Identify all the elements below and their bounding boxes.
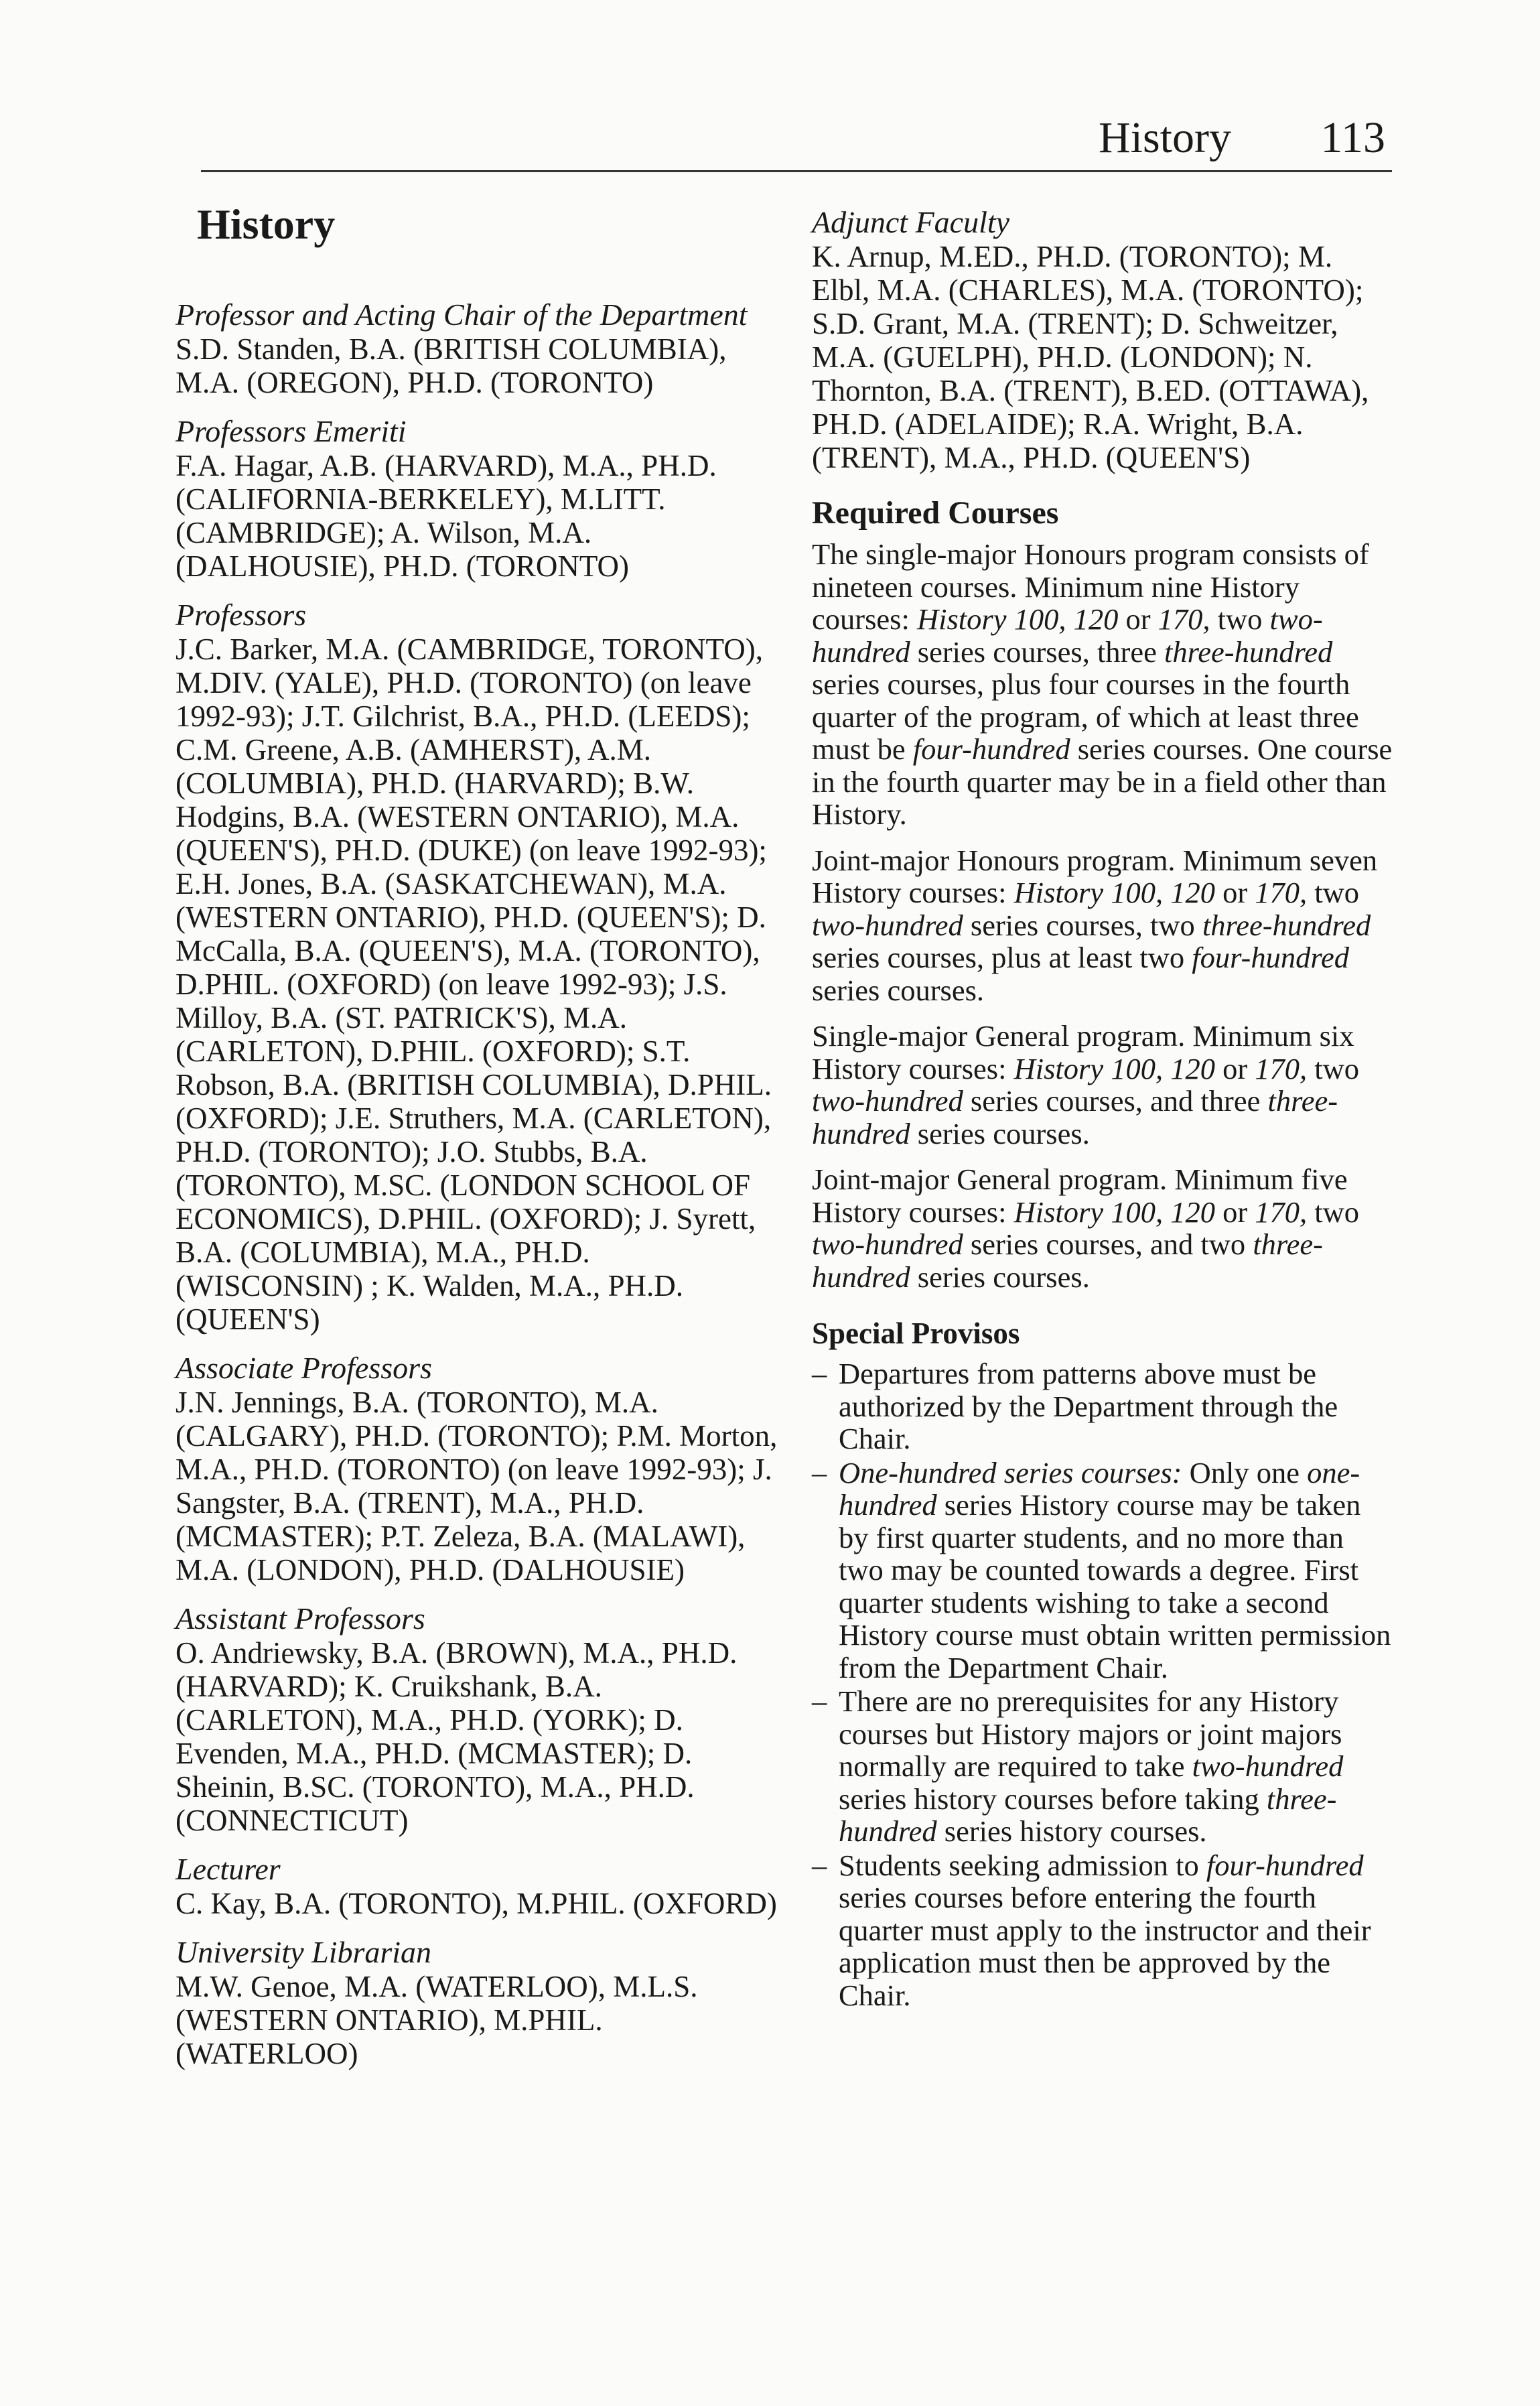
faculty-people: J.C. Barker, M.A. (CAMBRIDGE, TORONTO), M.DIV. (YALE), PH.D. (TORONTO) (on leave 1992-93); J.T. Gilchrist, B.A., PH.D. (LEEDS); C.M. Greene, A.B. (AMHERST), A.M. (COLUMBIA), PH.D. (HARVARD); B.W. Hodgins, B.A. (WESTERN ONTARIO), M.A. (QUEEN'S), PH.D. (DUKE) (on leave 1992-93); E.H. Jones, B.A. (SASKATCHEWAN), M.A. (WESTERN ONTARIO), PH.D. (QUEEN'S); D. McCalla, B.A. (QUEEN'S), M.A. (TORONTO), D.PHIL. (OXFORD) (on leave 1992-93); J.S. Milloy, B.A. (ST. PATRICK'S), M.A. (CARLETON), D.PHIL. (OXFORD); S.T. Robson, B.A. (BRITISH COLUMBIA), D.PHIL. (OXFORD); J.E. Struthers, M.A. (CARLETON), PH.D. (TORONTO); J.O. Stubbs, B.A. (TORONTO), M.SC. (LONDON SCHOOL OF ECONOMICS), D.PHIL. (OXFORD); J. Syrett, B.A. (COLUMBIA), M.A., PH.D. (WISCONSIN) ; K. Walden, M.A., PH.D. (QUEEN'S) xyxy=(176,632,772,1336)
provisos-list xyxy=(812,1357,1395,2011)
requirement-paragraph: Joint-major Honours program. Minimum seven History courses: History 100, 120 or 170, two two-hundred series courses, two three-hundred series courses, plus at least two four-hundred series courses. xyxy=(812,843,1378,1007)
running-head-section: History xyxy=(1099,113,1231,162)
adjunct-group xyxy=(812,205,1395,474)
faculty-role: University Librarian xyxy=(176,1935,432,1969)
faculty-role: Lecturer xyxy=(176,1852,281,1886)
faculty-people: K. Arnup, M.ED., PH.D. (TORONTO); M. Elbl, M.A. (CHARLES), M.A. (TORONTO); S.D. Grant, M.A. (TRENT); D. Schweitzer, M.A. (GUELPH), PH.D. (LONDON); N. Thornton, B.A. (TRENT), B.ED. (OTTAWA), PH.D. (ADELAIDE); R.A. Wright, B.A. (TRENT), M.A., PH.D. (QUEEN'S) xyxy=(812,240,1369,474)
requirement-paragraph: Single-major General program. Minimum six History courses: History 100, 120 or 170, two two-hundred series courses, and three three-hundred series courses. xyxy=(812,1019,1360,1150)
faculty-people: M.W. Genoe, M.A. (WATERLOO), M.L.S. (WESTERN ONTARIO), M.PHIL. (WATERLOO) xyxy=(176,1970,698,2070)
faculty-people: O. Andriewsky, B.A. (BROWN), M.A., PH.D. (HARVARD); K. Cruikshank, B.A. (CARLETON), M.A., PH.D. (YORK); D. Evenden, M.A., PH.D. (MCMASTER); D. Sheinin, B.SC. (TORONTO), M.A., PH.D. (CONNECTICUT) xyxy=(176,1636,738,1837)
proviso-item: – Students seeking admission to four-hundred series courses before entering the fourth quarter must apply to the instructor and their application must then be approved by the Chair. xyxy=(812,1849,1395,2012)
faculty-role: Professors xyxy=(176,598,307,632)
faculty-column xyxy=(176,200,778,2085)
faculty-group xyxy=(176,1601,778,1837)
requirements-column xyxy=(812,205,1395,2013)
proviso-item: – There are no prerequisites for any History courses but History majors or joint majors normally are required to take two-hundred series history courses before taking three-hundred series history courses. xyxy=(812,1685,1395,1848)
faculty-people: F.A. Hagar, A.B. (HARVARD), M.A., PH.D. (CALIFORNIA-BERKELEY), M.LITT. (CAMBRIDGE); A. Wilson, M.A. (DALHOUSIE), PH.D. (TORONTO) xyxy=(176,449,717,583)
faculty-role: Professors Emeriti xyxy=(176,414,407,448)
faculty-people: J.N. Jennings, B.A. (TORONTO), M.A. (CALGARY), PH.D. (TORONTO); P.M. Morton, M.A., PH.D. (TORONTO) (on leave 1992-93); J. Sangster, B.A. (TRENT), M.A., PH.D. (MCMASTER); P.T. Zeleza, B.A. (MALAWI), M.A. (LONDON), PH.D. (DALHOUSIE) xyxy=(176,1386,778,1587)
faculty-role: Adjunct Faculty xyxy=(812,205,1010,239)
required-courses-heading: Required Courses xyxy=(812,495,1059,531)
special-provisos-heading: Special Provisos xyxy=(812,1317,1020,1350)
running-head xyxy=(201,113,1392,166)
faculty-group xyxy=(176,598,778,1336)
faculty-group xyxy=(176,1351,778,1587)
faculty-role: Assistant Professors xyxy=(176,1601,425,1635)
faculty-people: C. Kay, B.A. (TORONTO), M.PHIL. (OXFORD) xyxy=(176,1887,777,1920)
faculty-group xyxy=(176,1852,778,1920)
proviso-item: – One-hundred series courses: Only one one-hundred series History course may be taken by first quarter students, and no more than two may be counted towards a degree. First quarter students wishing to take a second History course must obtain written permission from the Department Chair. xyxy=(812,1457,1395,1684)
page-number: 113 xyxy=(1320,113,1385,162)
requirement-paragraph: The single-major Honours program consists of nineteen courses. Minimum nine History courses: History 100, 120 or 170, two two-hundred series courses, three three-hundred series courses, plus four courses in the fourth quarter of the program, of which at least three must be four-hundred series courses. One course in the fourth quarter may be in a field other than History. xyxy=(812,537,1393,831)
page-title: History xyxy=(197,200,336,248)
proviso-item: – Departures from patterns above must be authorized by the Department through the Chair. xyxy=(812,1357,1395,1455)
faculty-group xyxy=(176,414,778,583)
faculty-group xyxy=(176,1935,778,2070)
header-rule xyxy=(201,170,1392,172)
faculty-role: Professor and Acting Chair of the Department xyxy=(176,297,748,332)
faculty-group xyxy=(176,297,778,399)
faculty-role: Associate Professors xyxy=(176,1351,432,1385)
requirement-paragraph: Joint-major General program. Minimum five History courses: History 100, 120 or 170, two two-hundred series courses, and two three-hundred series courses. xyxy=(812,1162,1360,1294)
faculty-people: S.D. Standen, B.A. (BRITISH COLUMBIA), M.A. (OREGON), PH.D. (TORONTO) xyxy=(176,332,727,399)
